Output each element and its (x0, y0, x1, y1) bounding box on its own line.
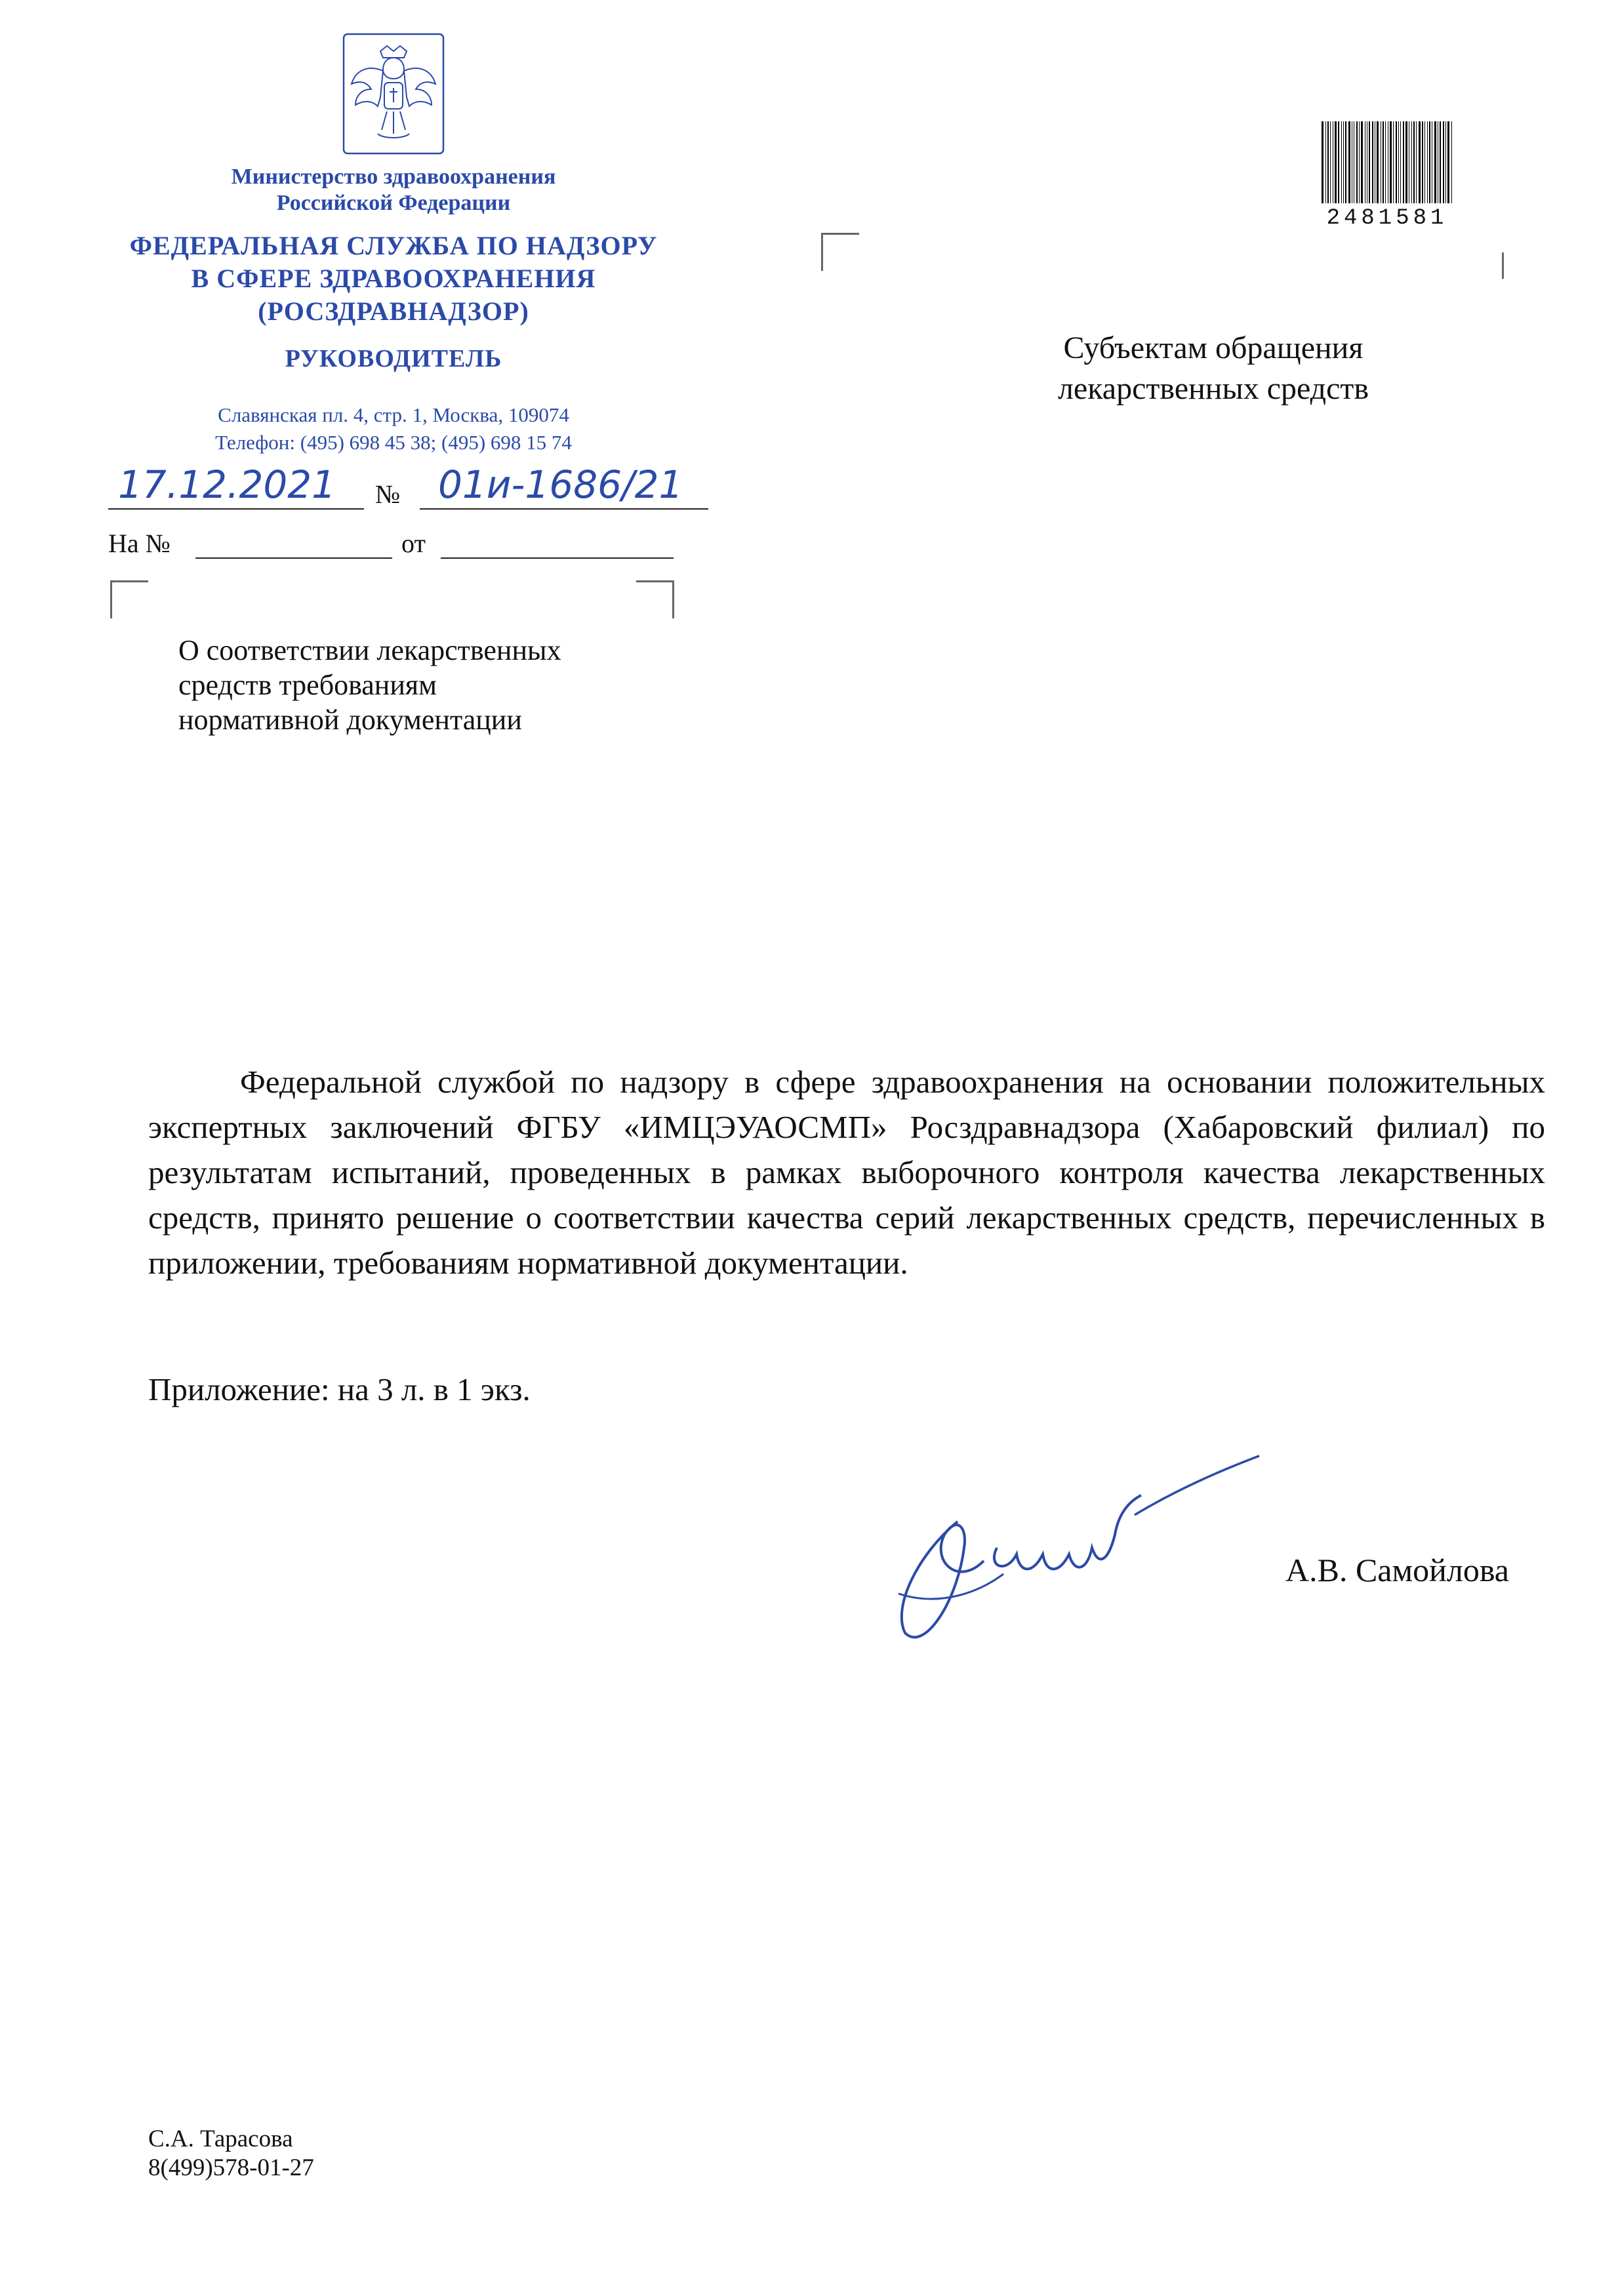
recipient-corner-right (1502, 252, 1504, 279)
barcode-bar (1322, 121, 1323, 203)
recipient-line-2: лекарственных средств (1057, 371, 1369, 406)
number-sign: № (375, 479, 401, 509)
recipient (964, 328, 1463, 409)
service-line-1: ФЕДЕРАЛЬНАЯ СЛУЖБА ПО НАДЗОРУ (129, 231, 658, 260)
barcode-bar (1440, 121, 1441, 203)
barcode-bar (1372, 121, 1373, 203)
executor-phone: 8(499)578-01-27 (148, 2154, 314, 2181)
reply-label: На № (108, 529, 171, 558)
barcode-bar (1403, 121, 1404, 203)
coat-of-arms-icon (341, 31, 446, 156)
barcode-bar (1359, 121, 1360, 203)
barcode-icon (1279, 121, 1495, 203)
contact-block (98, 401, 689, 456)
from-label: от (401, 529, 426, 558)
letter-body: Федеральной службой по надзору в сфере здравоохранения на основании положительных экспертных заключений ФГБУ «ИМЦЭУАОСМП» Росздравнадзора (Хабаровский филиал) по результатам испытаний, проведенных в рамках выборочного контроля качества лекарственных средств, принято решение о соответствии качества серий лекарственных средств, перечисленных в приложении, требованиям нормативной документации. (148, 1064, 1545, 1281)
barcode-bar (1396, 121, 1397, 203)
barcode-bar (1424, 121, 1425, 203)
executor-block (148, 2125, 314, 2183)
barcode-bar (1416, 121, 1417, 203)
barcode-bar (1390, 121, 1392, 203)
subject-corner-left (110, 580, 148, 618)
barcode-bar (1429, 121, 1430, 203)
barcode-bar (1383, 121, 1384, 203)
barcode-bar (1427, 121, 1428, 203)
barcode-block (1279, 121, 1495, 231)
barcode-bar (1341, 121, 1342, 203)
barcode-bar (1343, 121, 1344, 203)
barcode-bar (1422, 121, 1423, 203)
reply-date-line (441, 557, 674, 559)
barcode-bar (1445, 121, 1446, 203)
registration-date: 17.12.2021 (118, 462, 336, 507)
barcode-bar (1345, 121, 1346, 203)
registration-number: 01и-1686/21 (438, 462, 683, 507)
barcode-bar (1411, 121, 1412, 203)
executor-name: С.А. Тарасова (148, 2125, 293, 2152)
attachment-note: Приложение: на 3 л. в 1 экз. (148, 1371, 531, 1407)
barcode-bar (1385, 121, 1386, 203)
barcode-bar (1451, 121, 1452, 203)
barcode-bar (1325, 121, 1326, 203)
barcode-bar (1398, 121, 1399, 203)
handwritten-signature (879, 1443, 1299, 1653)
subject-line-2: средств требованиям (178, 669, 437, 701)
address: Славянская пл. 4, стр. 1, Москва, 109074 (218, 403, 569, 426)
ministry-line-2: Российской Федерации (276, 191, 511, 215)
barcode-bar (1338, 121, 1339, 203)
barcode-bar (1330, 121, 1331, 203)
service-line-2: В СФЕРЕ ЗДРАВООХРАНЕНИЯ (191, 264, 596, 293)
ministry-name (98, 164, 689, 216)
barcode-bar (1405, 121, 1407, 203)
barcode-bar (1447, 121, 1449, 203)
number-underline (420, 508, 708, 510)
barcode-bar (1369, 121, 1370, 203)
subject-line-3: нормативной документации (178, 704, 522, 736)
service-name (98, 230, 689, 328)
barcode-bar (1377, 121, 1379, 203)
barcode-bar (1356, 121, 1358, 203)
subject-corner-right (636, 580, 674, 618)
barcode-bar (1348, 121, 1350, 203)
barcode-number: 2481581 (1326, 206, 1448, 231)
reply-number-line (195, 557, 392, 559)
barcode-bar (1400, 121, 1401, 203)
barcode-bar (1335, 121, 1337, 203)
subject-line-1: О соответствии лекарственных (178, 634, 561, 666)
subject (178, 633, 703, 737)
barcode-bar (1434, 121, 1436, 203)
recipient-corner-left (821, 233, 859, 271)
signer-name: А.В. Самойлова (1285, 1552, 1509, 1588)
barcode-bar (1419, 121, 1421, 203)
service-line-3: (РОСЗДРАВНАДЗОР) (258, 296, 529, 326)
barcode-bar (1413, 121, 1415, 203)
date-underline (108, 508, 364, 510)
ministry-line-1: Министерство здравоохранения (231, 165, 556, 189)
barcode-bar (1393, 121, 1394, 203)
barcode-bar (1327, 121, 1329, 203)
barcode-bar (1443, 121, 1444, 203)
position-title: РУКОВОДИТЕЛЬ (285, 345, 502, 373)
recipient-line-1: Субъектам обращения (1063, 331, 1364, 365)
phone: Телефон: (495) 698 45 38; (495) 698 15 74 (215, 431, 572, 454)
barcode-bar (1361, 121, 1363, 203)
